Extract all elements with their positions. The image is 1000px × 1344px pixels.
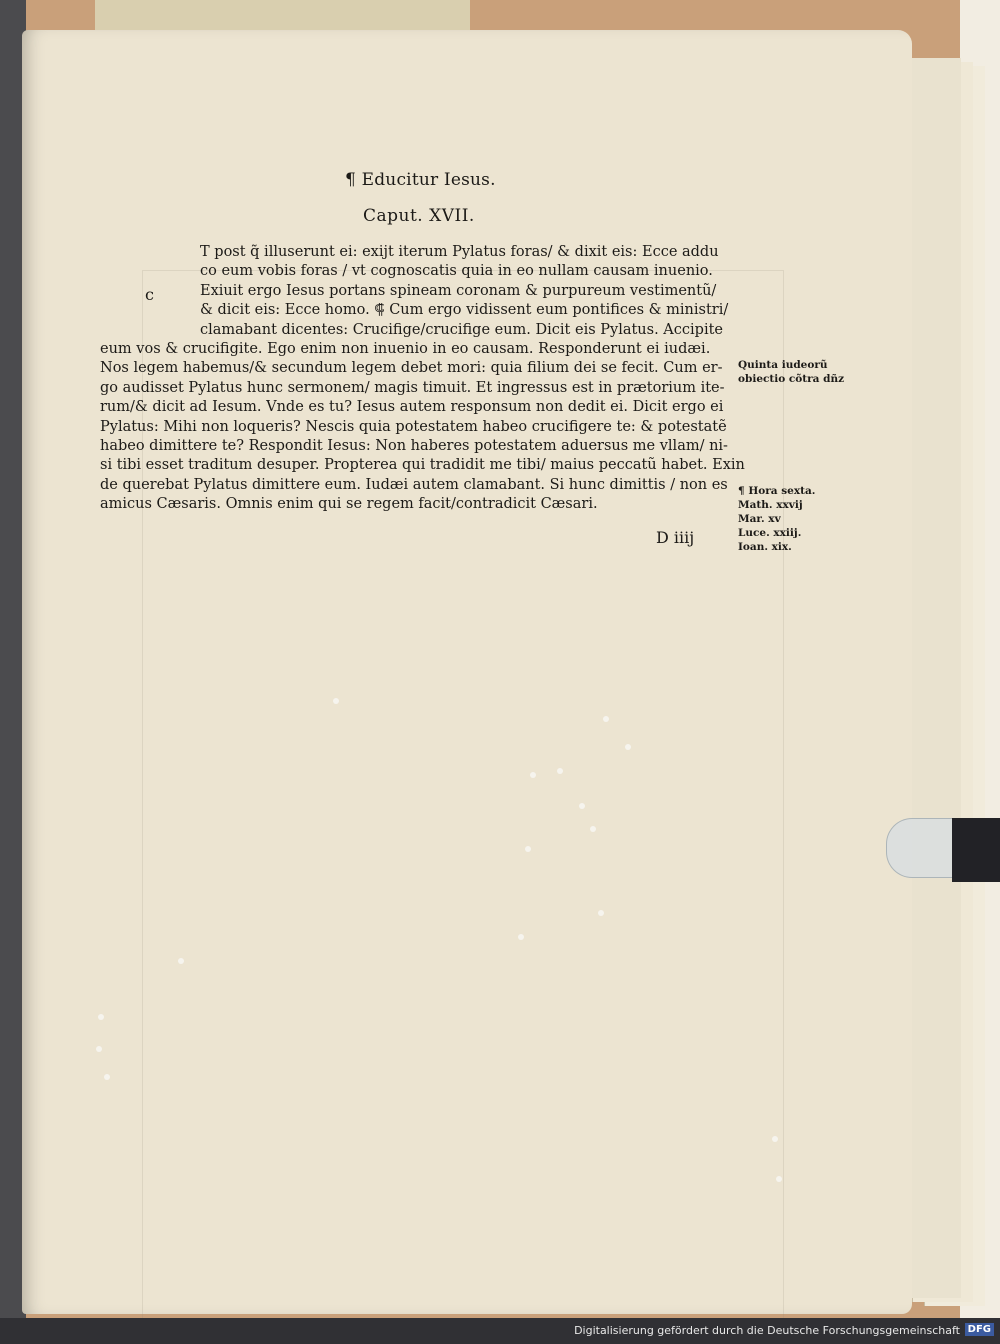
- worm-hole: [525, 846, 531, 852]
- worm-hole: [590, 826, 596, 832]
- text-line: de querebat Pylatus dimittere eum. Iudæi autem clamabant. Si hunc dimittis / non es: [100, 476, 728, 493]
- signature-mark: D iiij: [656, 528, 695, 547]
- text-line: habeo dimittere te? Respondit Iesus: Non haberes potestatem aduersus me vllam/ ni-: [100, 438, 728, 455]
- worm-hole: [98, 1014, 104, 1020]
- gloss-line: Quinta iudeorũ: [738, 359, 828, 371]
- gloss-line: Ioan. xix.: [738, 541, 792, 553]
- text-line: Nos legem habemus/& secundum legem debet mori: quia filium dei se fecit. Cum er-: [100, 360, 723, 377]
- text-line: & dicit eis: Ecce homo. ⸿ Cum ergo vidissent eum pontifices & ministri/: [200, 302, 729, 319]
- worm-hole: [579, 803, 585, 809]
- text-line: co eum vobis foras / vt cognoscatis quia in eo nullam causam inuenio.: [200, 263, 713, 280]
- text-line: eum vos & crucifigite. Ego enim non inuenio in eo causam. Responderunt ei iudæi.: [100, 341, 711, 358]
- gloss-line: Math. xxvij: [738, 499, 803, 511]
- clip-holder: [952, 818, 1000, 882]
- section-heading: ¶ Educitur Iesus.: [345, 170, 496, 190]
- gloss-line: Mar. xv: [738, 513, 781, 525]
- text-line: si tibi esset traditum desuper. Propterea qui tradidit me tibi/ maius peccatũ habet. Exin: [100, 457, 745, 474]
- text-line: Exiuit ergo Iesus portans spineam coronam & purpureum vestimentũ/: [200, 282, 717, 299]
- text-line: amicus Cæsaris. Omnis enim qui se regem facit/contradicit Cæsari.: [100, 496, 598, 513]
- text-line: go audisset Pylatus hunc sermonem/ magis timuit. Et ingressus est in prætorium ite-: [100, 379, 725, 396]
- footer-bar: [0, 1318, 1000, 1344]
- worm-hole: [518, 934, 524, 940]
- margin-gloss: [738, 484, 815, 554]
- text-line: T post q̃ illuserunt ei: exijt iterum Pylatus foras/ & dixit eis: Ecce addu: [200, 244, 719, 260]
- worm-hole: [603, 716, 609, 722]
- gloss-line: ¶ Hora sexta.: [738, 485, 816, 497]
- worm-hole: [772, 1136, 778, 1142]
- worm-hole: [625, 744, 631, 750]
- text-line: Pylatus: Mihi non loqueris? Nescis quia potestatem habeo crucifigere te: & potestatẽ: [100, 418, 727, 435]
- worm-hole: [776, 1176, 782, 1182]
- text-line: rum/& dicit ad Iesum. Vnde es tu? Iesus autem responsum non dedit ei. Dicit ergo ei: [100, 399, 724, 416]
- worm-hole: [178, 958, 184, 964]
- text-line: clamabant dicentes: Crucifige/crucifige eum. Dicit eis Pylatus. Accipite: [200, 321, 723, 338]
- worm-hole: [530, 772, 536, 778]
- body-text: [100, 243, 745, 515]
- dfg-logo: DFG: [965, 1323, 994, 1336]
- worm-hole: [598, 910, 604, 916]
- marginal-letter: c: [145, 285, 154, 304]
- gloss-line: obiectio cõtra dñz: [738, 373, 845, 385]
- footer-credit: Digitalisierung gefördert durch die Deutsche Forschungsgemeinschaft: [574, 1324, 960, 1337]
- worm-hole: [333, 698, 339, 704]
- worm-hole: [104, 1074, 110, 1080]
- gloss-line: Luce. xxiij.: [738, 527, 802, 539]
- worm-hole: [96, 1046, 102, 1052]
- chapter-title: Caput. XVII.: [363, 206, 475, 226]
- worm-hole: [557, 768, 563, 774]
- margin-gloss: [738, 358, 844, 386]
